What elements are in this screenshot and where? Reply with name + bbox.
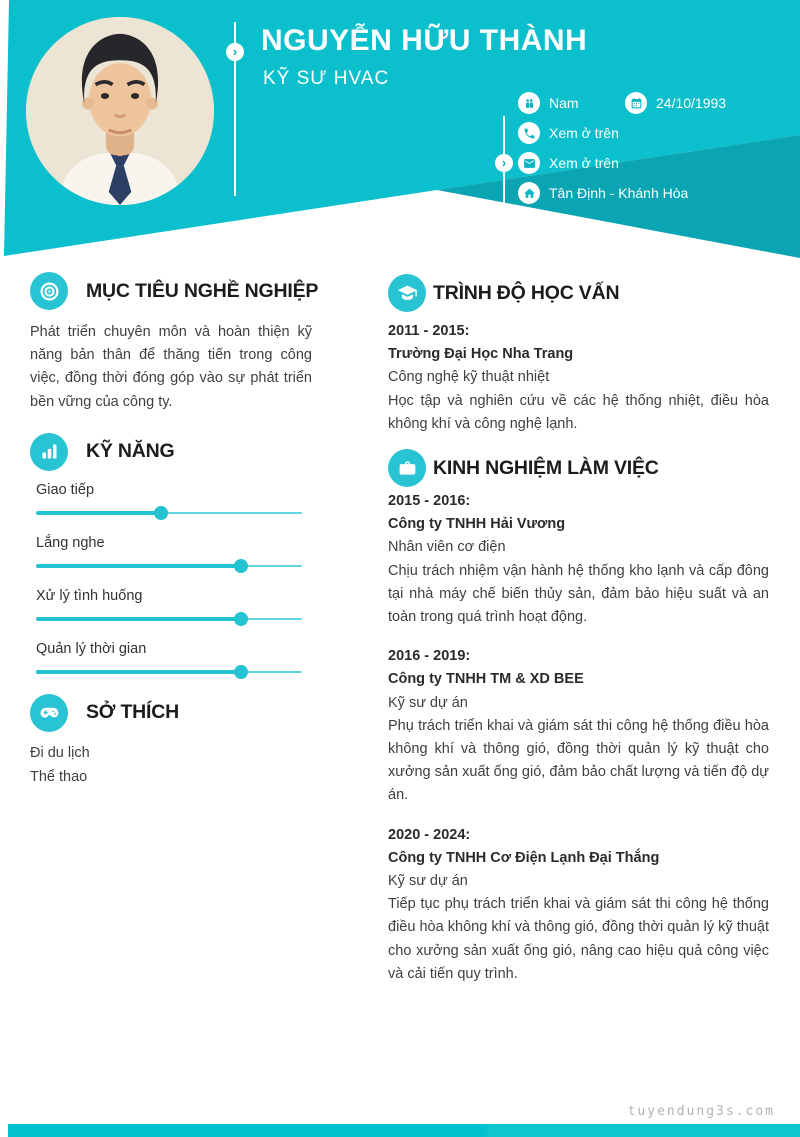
experience-description: Tiếp tục phụ trách triển khai và giám sát thi công hệ thống điều hòa không khí và thông gió, đồng thời quản lý kỹ thuật cho xưởng sản xuất ống gió, nâng cao hiệu quả công việc và cải tiến quy trình. (388, 896, 769, 982)
skill-row (36, 641, 312, 680)
phone-value: Xem ở trên (549, 125, 619, 141)
education-school: Trường Đại Học Nha Trang (388, 346, 574, 363)
skill-row (36, 535, 312, 574)
hobby-item: Thể thao (30, 768, 88, 785)
avatar (26, 17, 214, 205)
hobby-item: Đi du lịch (30, 744, 90, 761)
experience-role: Kỹ sư dự án (388, 694, 468, 711)
skill-label: Xử lý tình huống (36, 587, 143, 604)
job-title: KỸ SƯ HVAC (263, 68, 390, 89)
skill-slider (36, 612, 302, 627)
skill-label: Quản lý thời gian (36, 640, 147, 657)
section-objective (30, 272, 319, 414)
gamepad-icon (30, 694, 68, 732)
experience-company: Công ty TNHH Cơ Điện Lạnh Đại Thắng (388, 849, 660, 866)
target-icon (30, 272, 68, 310)
info-phone (518, 122, 619, 144)
skill-label: Lắng nghe (36, 534, 105, 551)
skill-row (36, 588, 312, 627)
phone-icon (518, 122, 540, 144)
gender-value: Nam (549, 95, 579, 111)
section-hobbies (30, 694, 312, 789)
objective-heading (30, 272, 319, 310)
skills-title: KỸ NĂNG (86, 440, 175, 463)
briefcase-icon (388, 449, 426, 487)
education-entry (388, 320, 769, 436)
skill-label: Giao tiếp (36, 481, 95, 498)
slider-thumb (234, 559, 248, 573)
slider-thumb (154, 506, 168, 520)
experience-entry (388, 645, 769, 807)
right-column (388, 274, 769, 1002)
slider-fill (36, 511, 161, 515)
skill-slider (36, 559, 302, 574)
section-experience (388, 449, 769, 986)
calendar-icon (625, 92, 647, 114)
hobbies-heading (30, 694, 312, 732)
hobbies-title: SỞ THÍCH (86, 701, 180, 724)
experience-company: Công ty TNHH Hải Vương (388, 516, 566, 533)
slider-thumb (234, 665, 248, 679)
experience-role: Kỹ sư dự án (388, 873, 468, 890)
candidate-name: NGUYỄN HỮU THÀNH (261, 24, 588, 57)
address-value: Tân Định - Khánh Hòa (549, 185, 689, 201)
home-icon (518, 182, 540, 204)
info-email (518, 152, 619, 174)
graduation-cap-icon (388, 274, 426, 312)
experience-description: Phụ trách triển khai và giám sát thi công hệ thống điều hòa không khí và thông gió, đồng thời quản lý kỹ thuật cho xưởng sản xuất ống gió, đảm bảo chất lượng và tiến độ dự án. (388, 717, 769, 804)
slider-fill (36, 670, 241, 674)
objective-text: Phát triển chuyên môn và hoàn thiện kỹ năng bản thân để thăng tiến trong công việc, đồng thời đóng góp vào sự phát triển bền vững của công ty. (30, 324, 312, 410)
birthday-value: 24/10/1993 (656, 95, 727, 111)
section-education (388, 274, 769, 436)
info-address (518, 182, 688, 204)
portrait-illustration (26, 17, 214, 205)
education-title: TRÌNH ĐỘ HỌC VẤN (433, 281, 620, 304)
bottom-bar (8, 1124, 800, 1137)
experience-company: Công ty TNHH TM & XD BEE (388, 671, 584, 688)
chevron-right-icon: › (226, 43, 244, 61)
chevron-right-icon: › (495, 154, 513, 172)
skill-slider (36, 665, 302, 680)
education-description: Học tập và nghiên cứu về các hệ thống nhiệt, điều hòa không khí và công nghệ lạnh. (388, 392, 769, 432)
bar-chart-icon (30, 433, 68, 471)
skills-heading (30, 433, 312, 471)
skill-row (36, 482, 312, 521)
skill-slider (36, 506, 302, 521)
slider-thumb (234, 612, 248, 626)
experience-period: 2016 - 2019: (388, 648, 471, 665)
experience-period: 2020 - 2024: (388, 826, 471, 843)
experience-period: 2015 - 2016: (388, 493, 471, 510)
section-skills (30, 433, 312, 680)
education-period: 2011 - 2015: (388, 323, 470, 339)
email-value: Xem ở trên (549, 155, 619, 171)
objective-title: MỤC TIÊU NGHỀ NGHIỆP (86, 279, 319, 302)
slider-fill (36, 564, 241, 568)
experience-title: KINH NGHIỆM LÀM VIỆC (433, 456, 659, 479)
info-gender (518, 92, 579, 114)
experience-entry (388, 490, 769, 629)
left-column (30, 272, 319, 789)
experience-description: Chịu trách nhiệm vận hành hệ thống kho lạnh và cấp đông tại nhà máy chế biến thủy sản, đảm bảo hiệu suất và an toàn trong quá trình hoạt động. (388, 562, 769, 626)
watermark-link[interactable]: tuyendung3s.com (627, 1104, 775, 1119)
gender-icon (518, 92, 540, 114)
mail-icon (518, 152, 540, 174)
info-birthday (625, 92, 726, 114)
education-heading (388, 274, 769, 312)
experience-entry (388, 824, 769, 986)
experience-heading (388, 449, 769, 487)
slider-fill (36, 617, 241, 621)
education-major: Công nghệ kỹ thuật nhiệt (388, 369, 550, 386)
experience-role: Nhân viên cơ điện (388, 539, 506, 556)
